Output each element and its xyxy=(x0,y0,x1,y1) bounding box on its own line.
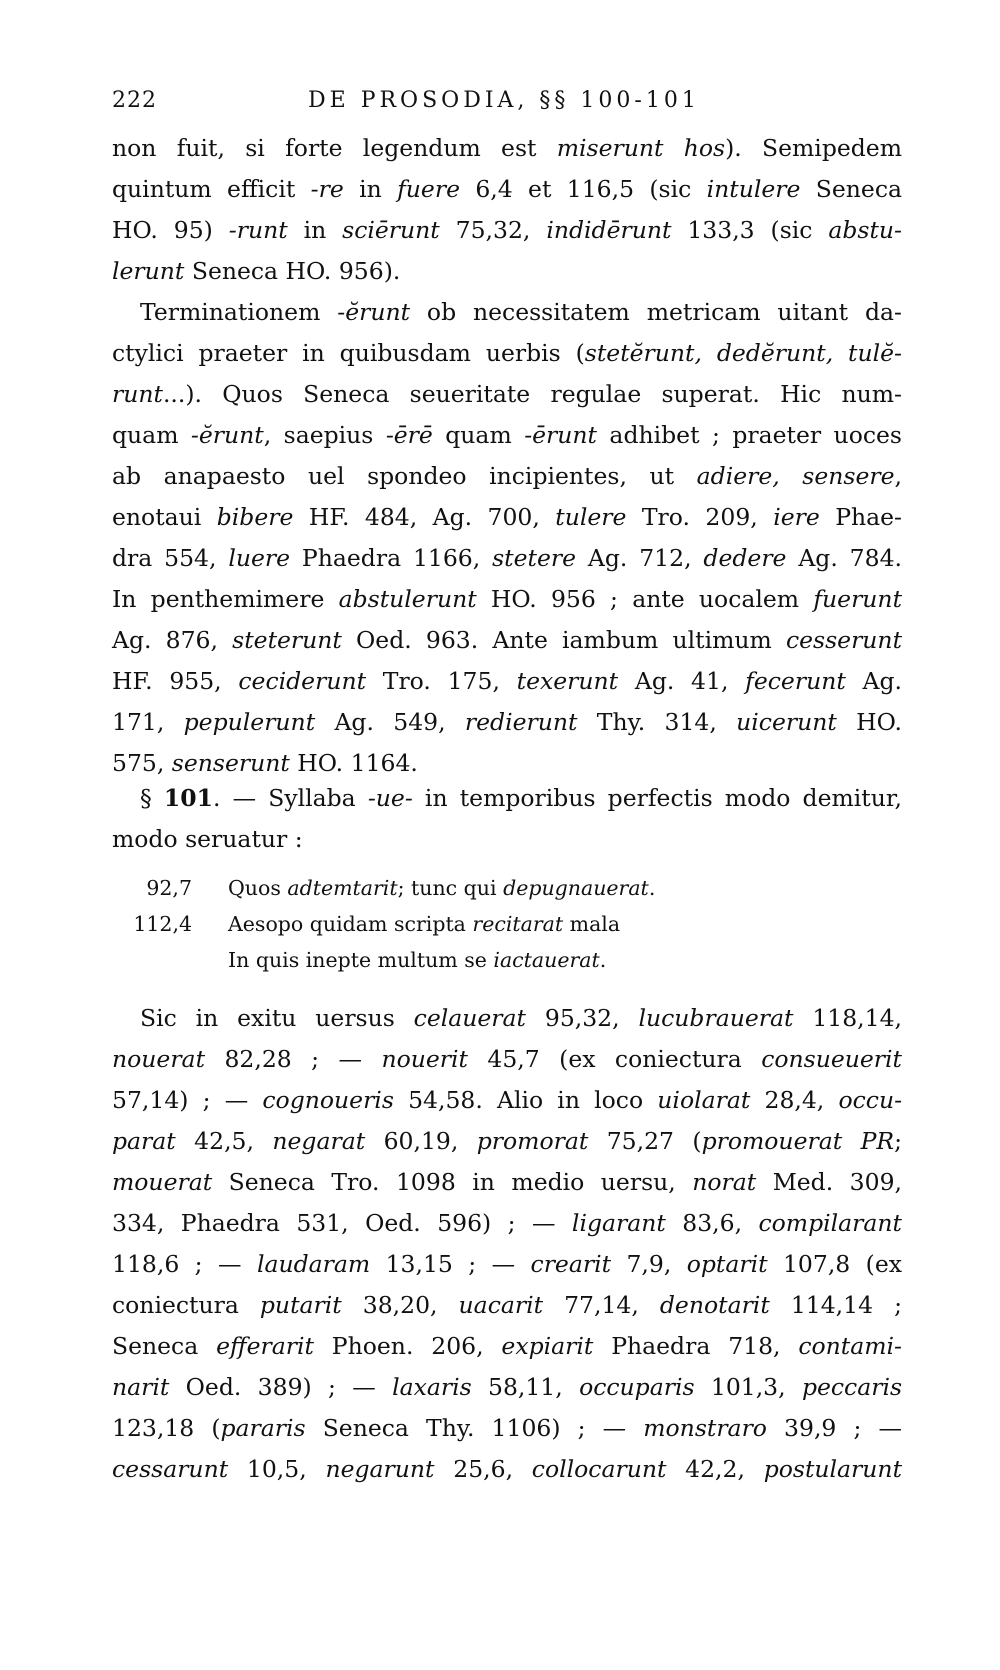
verse-reference: 92,7 xyxy=(146,876,192,900)
paragraph-sic-in-exitu xyxy=(112,998,902,1490)
verse-text: Quos adtemtarit; tunc qui depugnauerat. xyxy=(228,876,656,900)
text-line: Sic in exitu uersus celauerat 95,32, lucubrauerat 118,14, xyxy=(140,1004,903,1032)
text-line: § 101. — Syllaba -ue- in temporibus perfectis modo demitur, xyxy=(140,784,902,812)
verse-line xyxy=(112,870,902,906)
text-line: HO. 95) -runt in sciērunt 75,32, indidērunt 133,3 (sic abstu- xyxy=(112,216,902,244)
text-line: dra 554, luere Phaedra 1166, stetere Ag. 712, dedere Ag. 784. xyxy=(112,544,903,572)
text-line: runt...). Quos Seneca seueritate regulae superat. Hic num- xyxy=(112,380,902,408)
text-line: Terminationem -ĕrunt ob necessitatem metricam uitant da- xyxy=(140,298,902,326)
page-header xyxy=(112,88,902,122)
section-101-heading xyxy=(112,778,902,860)
text-line: In penthemimere abstulerunt HO. 956 ; ante uocalem fuerunt xyxy=(112,585,903,613)
text-line: 334, Phaedra 531, Oed. 596) ; — ligarant 83,6, compilarant xyxy=(112,1209,903,1237)
verse-line xyxy=(112,906,902,942)
text-line: quintum efficit -re in fuere 6,4 et 116,5 (sic intulere Seneca xyxy=(112,175,903,203)
paragraph-terminationem xyxy=(112,292,902,784)
text-line: Seneca efferarit Phoen. 206, expiarit Phaedra 718, contami- xyxy=(112,1332,902,1360)
text-line: non fuit, si forte legendum est miserunt hos). Semipedem xyxy=(112,134,903,162)
text-line: quam -ĕrunt, saepius -ērē quam -ērunt adhibet ; praeter uoces xyxy=(112,421,902,449)
text-line: ab anapaesto uel spondeo incipientes, ut adiere, sensere, xyxy=(112,462,902,490)
text-line: modo seruatur : xyxy=(112,825,303,853)
text-line: mouerat Seneca Tro. 1098 in medio uersu, norat Med. 309, xyxy=(112,1168,903,1196)
verse-line xyxy=(112,942,902,978)
text-line: nouerat 82,28 ; — nouerit 45,7 (ex coniectura consueuerit xyxy=(112,1045,902,1073)
text-line: cessarunt 10,5, negarunt 25,6, collocarunt 42,2, postularunt xyxy=(112,1455,903,1483)
text-line: 123,18 (pararis Seneca Thy. 1106) ; — monstraro 39,9 ; — xyxy=(112,1414,902,1442)
text-line: enotaui bibere HF. 484, Ag. 700, tulere Tro. 209, iere Phae- xyxy=(112,503,903,531)
text-line: 57,14) ; — cognoueris 54,58. Alio in loco uiolarat 28,4, occu- xyxy=(112,1086,903,1114)
text-line: 575, senserunt HO. 1164. xyxy=(112,749,418,777)
verse-text: Aesopo quidam scripta recitarat mala xyxy=(228,912,621,936)
text-line: narit Oed. 389) ; — laxaris 58,11, occuparis 101,3, peccaris xyxy=(112,1373,903,1401)
text-line: parat 42,5, negarat 60,19, promorat 75,27 (promouerat PR; xyxy=(112,1127,903,1155)
verse-text: In quis inepte multum se iactauerat. xyxy=(228,948,607,972)
page-number: 222 xyxy=(112,88,157,113)
verse-quotations xyxy=(112,870,902,978)
text-line: 118,6 ; — laudaram 13,15 ; — crearit 7,9, optarit 107,8 (ex xyxy=(112,1250,902,1278)
text-line: ctylici praeter in quibusdam uerbis (stetĕrunt, dedĕrunt, tulĕ- xyxy=(112,339,902,367)
running-title: DE PROSODIA, §§ 100-101 xyxy=(308,88,700,113)
text-line: HF. 955, ceciderunt Tro. 175, texerunt Ag. 41, fecerunt Ag. xyxy=(112,667,902,695)
text-line: 171, pepulerunt Ag. 549, redierunt Thy. 314, uicerunt HO. xyxy=(112,708,902,736)
paragraph-continuation xyxy=(112,128,902,292)
verse-reference: 112,4 xyxy=(133,912,192,936)
text-line: coniectura putarit 38,20, uacarit 77,14, denotarit 114,14 ; xyxy=(112,1291,902,1319)
text-line: lerunt Seneca HO. 956). xyxy=(112,257,401,285)
text-line: Ag. 876, steterunt Oed. 963. Ante iambum ultimum cesserunt xyxy=(112,626,903,654)
